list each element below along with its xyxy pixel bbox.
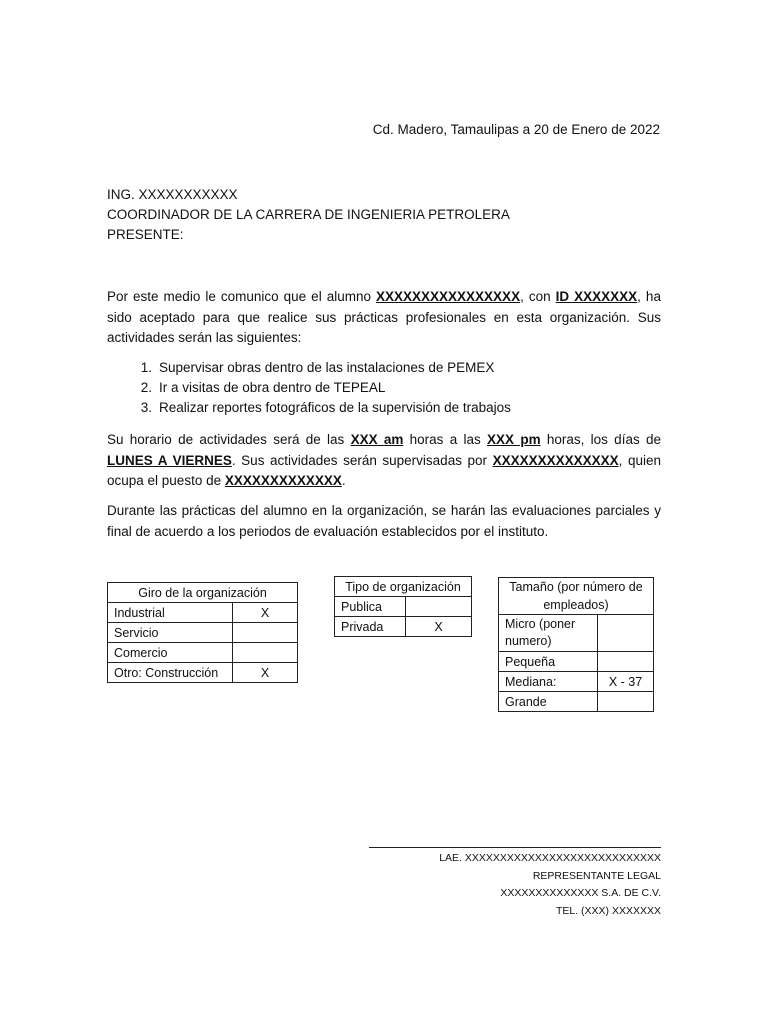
table-row — [108, 663, 298, 683]
paragraph-evaluation: Durante las prácticas del alumno en la organización, se harán las evaluaciones parciales y final de acuerdo a los periodos de evaluación establecidos por el instituto. — [107, 503, 661, 539]
supervisor-position: XXXXXXXXXXXXX — [224, 473, 342, 488]
row-mark: X — [233, 663, 298, 683]
row-label: Comercio — [108, 643, 233, 663]
table-header: Tamaño (por número de empleados) — [499, 578, 654, 615]
row-label: Servicio — [108, 623, 233, 643]
list-item — [107, 358, 511, 378]
table-header: Tipo de organización — [335, 577, 472, 597]
start-time: XXX am — [350, 432, 404, 447]
activities-list — [107, 358, 511, 418]
p1-text-2: , con — [520, 289, 556, 304]
paragraph-acceptance — [107, 287, 661, 349]
row-mark: X — [233, 603, 298, 623]
list-item — [107, 378, 511, 398]
p2-text-1: Su horario de actividades será de las — [107, 432, 351, 447]
p2-text-4: . Sus actividades serán supervisadas por — [231, 452, 493, 468]
paragraph-schedule — [107, 430, 661, 492]
date-line: Cd. Madero, Tamaulipas a 20 de Enero de 2022 — [372, 122, 660, 137]
list-item-number: 1. — [140, 360, 152, 375]
p2-text-2: horas a las — [403, 432, 488, 447]
p2-text-3: horas, los días de — [540, 432, 661, 447]
row-mark — [233, 623, 298, 643]
row-mark: X - 37 — [598, 672, 654, 692]
list-item-text: Supervisar obras dentro de las instalaciones de PEMEX — [159, 360, 495, 375]
student-id: ID XXXXXXX — [555, 289, 638, 304]
signature-line — [369, 847, 661, 848]
row-label: Privada — [335, 617, 406, 637]
table-row — [108, 603, 298, 623]
signer-name: LAE. XXXXXXXXXXXXXXXXXXXXXXXXXXXX — [439, 852, 661, 864]
table-header: Giro de la organización — [108, 583, 298, 603]
table-tamano — [498, 577, 654, 712]
list-item-number: 2. — [140, 380, 152, 395]
row-mark: X — [406, 617, 472, 637]
row-mark — [406, 597, 472, 617]
row-mark — [598, 692, 654, 712]
addressee-title: COORDINADOR DE LA CARRERA DE INGENIERIA PETROLERA — [107, 207, 510, 222]
p1-text-3: , ha sido aceptado para que realice sus prácticas profesionales en esta organización. Sus actividades serán las siguientes: — [107, 289, 661, 345]
addressee-block — [107, 185, 510, 245]
row-mark — [598, 652, 654, 672]
supervisor-name: XXXXXXXXXXXXXX — [492, 452, 619, 468]
row-label: Pequeña — [499, 652, 598, 672]
p2-text-5: , quien ocupa el puesto de — [107, 452, 661, 488]
table-tipo — [334, 576, 472, 637]
table-giro — [107, 582, 298, 683]
list-item-text: Ir a visitas de obra dentro de TEPEAL — [159, 380, 386, 395]
company-name: XXXXXXXXXXXXXX S.A. DE C.V. — [500, 887, 661, 899]
p1-text-1: Por este medio le comunico que el alumno — [107, 289, 376, 304]
work-days: LUNES A VIERNES — [107, 452, 232, 468]
signature-block — [439, 850, 661, 920]
table-row — [499, 692, 654, 712]
row-label: Mediana: — [499, 672, 598, 692]
p2-text-6: . — [341, 473, 346, 488]
student-name: XXXXXXXXXXXXXXXX — [376, 289, 521, 304]
table-row — [108, 643, 298, 663]
addressee-name: ING. XXXXXXXXXXX — [107, 187, 238, 202]
row-mark — [598, 615, 654, 652]
row-label: Otro: Construcción — [108, 663, 233, 683]
row-label: Grande — [499, 692, 598, 712]
row-label: Industrial — [108, 603, 233, 623]
table-row — [499, 672, 654, 692]
table-row — [335, 597, 472, 617]
table-row — [335, 617, 472, 637]
row-label: Publica — [335, 597, 406, 617]
signer-role: REPRESENTANTE LEGAL — [532, 869, 661, 882]
list-item — [107, 398, 511, 418]
end-time: XXX pm — [487, 432, 541, 447]
table-row — [108, 623, 298, 643]
company-phone: TEL. (XXX) XXXXXXX — [555, 904, 661, 917]
table-row — [499, 615, 654, 652]
list-item-number: 3. — [140, 400, 152, 415]
row-label: Micro (poner numero) — [499, 615, 598, 652]
row-mark — [233, 643, 298, 663]
addressee-presente: PRESENTE: — [107, 227, 184, 242]
table-row — [499, 652, 654, 672]
list-item-text: Realizar reportes fotográficos de la supervisión de trabajos — [159, 400, 511, 415]
